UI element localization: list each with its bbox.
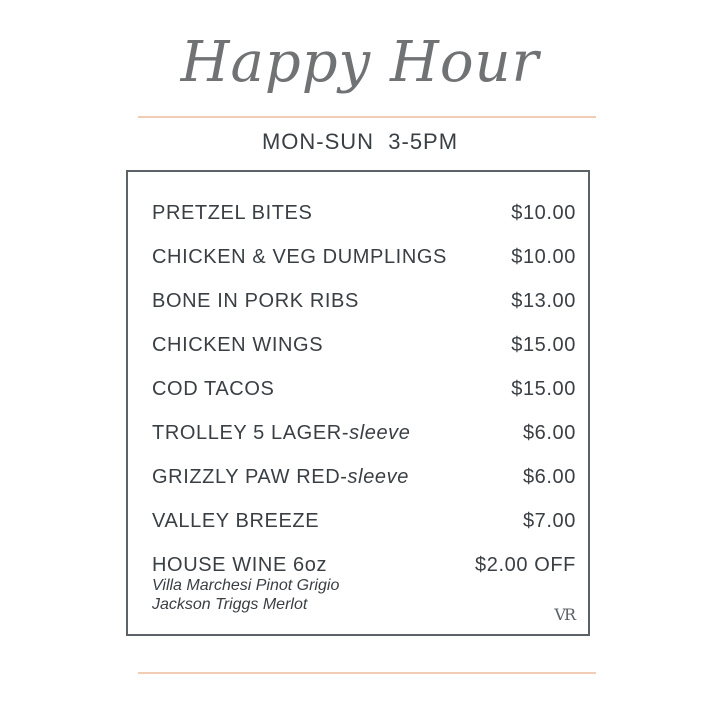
- menu-item: [152, 334, 576, 364]
- wine-option: Villa Marchesi Pinot Grigio: [152, 577, 340, 594]
- item-name: GRIZZLY PAW RED-sleeve: [152, 466, 409, 488]
- item-price: $15.00: [511, 334, 576, 356]
- menu-item: [152, 202, 576, 232]
- item-price: $2.00 OFF: [475, 554, 576, 576]
- menu-item: [152, 246, 576, 276]
- menu-item: [152, 290, 576, 320]
- item-suffix: sleeve: [349, 422, 411, 444]
- menu-box: [126, 170, 590, 636]
- item-price: $13.00: [511, 290, 576, 312]
- menu-item: [152, 510, 576, 540]
- item-name: HOUSE WINE 6oz: [152, 554, 328, 576]
- item-name: TROLLEY 5 LAGER-sleeve: [152, 422, 411, 444]
- item-name: CHICKEN WINGS: [152, 334, 324, 356]
- item-name: COD TACOS: [152, 378, 275, 400]
- item-price: $10.00: [511, 246, 576, 268]
- wine-option: Jackson Triggs Merlot: [152, 596, 308, 613]
- item-price: $15.00: [511, 378, 576, 400]
- item-price: $10.00: [511, 202, 576, 224]
- menu-item: [152, 378, 576, 408]
- page-title: Happy Hour: [180, 30, 540, 95]
- item-name: VALLEY BREEZE: [152, 510, 320, 532]
- item-price: $6.00: [522, 422, 576, 444]
- bottom-divider: [138, 672, 596, 674]
- hours-label: MON-SUN 3-5PM: [261, 129, 459, 154]
- menu-item: [152, 466, 576, 496]
- item-suffix: sleeve: [347, 466, 409, 488]
- item-name: CHICKEN & VEG DUMPLINGS: [152, 246, 447, 268]
- item-price: $6.00: [522, 466, 576, 488]
- item-price: $7.00: [522, 510, 576, 532]
- brand-logo: VR: [554, 605, 574, 624]
- menu-item: [152, 422, 576, 452]
- item-name: BONE IN PORK RIBS: [152, 290, 359, 312]
- top-divider: [138, 116, 596, 118]
- item-name: PRETZEL BITES: [152, 202, 313, 224]
